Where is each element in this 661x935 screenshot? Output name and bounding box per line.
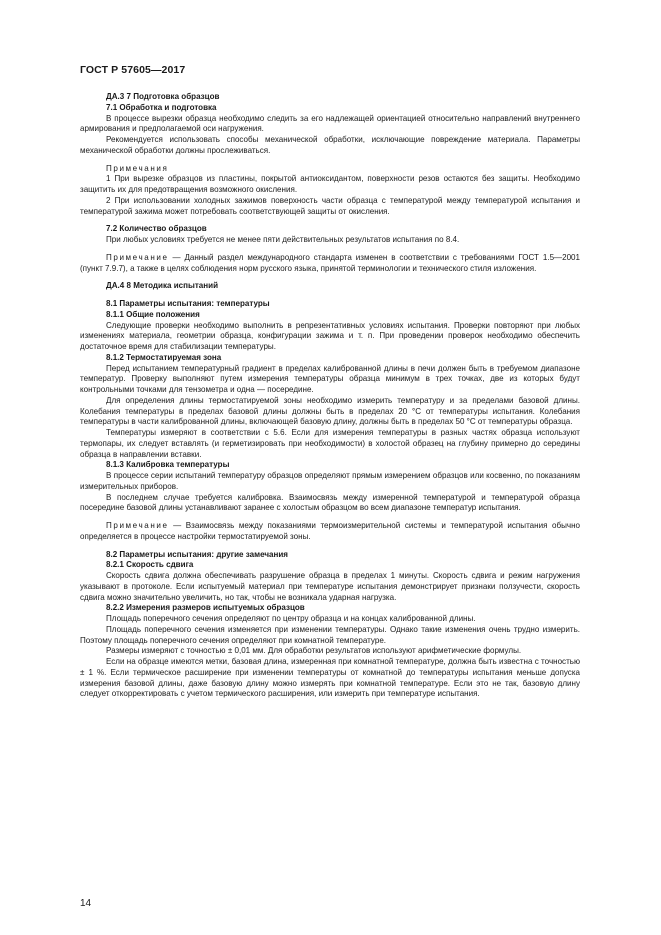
body-paragraph: В последнем случае требуется калибровка. Взаимосвязь между измеренной температурой и температурой образца посередине базовой длины устанавливают заранее с холостым образцом во всем диапазоне температур испытания. (80, 492, 580, 513)
note-text: — Данный раздел международного стандарта изменен в соответствии с требованиями ГОСТ 1.5—2001 (пункт 7.9.7), а также в целях соблюдения норм русского языка, принятой терминологии и технического стиля изложения. (80, 252, 580, 273)
body-paragraph: Рекомендуется использовать способы механической обработки, исключающие повреждение материала. Параметры механической обработки должны прослеживаться. (80, 135, 580, 155)
body-paragraph: Размеры измеряют с точностью ± 0,01 мм. Для обработки результатов используют арифметические формулы. (106, 646, 522, 656)
section-heading: 8.2.2 Измерения размеров испытуемых образцов (106, 603, 305, 613)
note-text: — Взаимосвязь между показаниями термоизмерительной системы и температурой испытания обычно определяется в процессе настройки термостатируемой зоны. (80, 521, 580, 541)
spacer (80, 217, 580, 224)
document-body (80, 92, 580, 700)
spacer (80, 292, 580, 299)
body-paragraph: Площадь поперечного сечения изменяется при изменении температуры. Однако такие изменения очень трудно измерить. Поэтому площадь поперечного сечения определяют при комнатной температуре. (80, 624, 580, 645)
section-heading: 8.2.1 Скорость сдвига (106, 560, 194, 570)
section-heading: 8.2 Параметры испытания: другие замечания (106, 549, 288, 559)
spacer (80, 514, 580, 521)
note-label: Примечание (106, 521, 169, 530)
spacer (80, 246, 580, 253)
section-heading: 7.2 Количество образцов (106, 224, 207, 234)
note-paragraph (80, 164, 580, 175)
note-label: Примечание (106, 252, 169, 262)
note-paragraph (80, 521, 580, 543)
body-paragraph: При любых условиях требуется не менее пяти действительных результатов испытания по 8.4. (106, 235, 460, 244)
section-heading: 8.1.3 Калибровка температуры (106, 460, 230, 470)
section-heading: ДА.4 8 Методика испытаний (106, 281, 219, 291)
body-paragraph: Если на образце имеются метки, базовая длина, измеренная при комнатной температуре, должна быть известна с точностью ± 1 %. Если термическое расширение при изменении температуры от комнатной до температуры испытания меньше допуска измерения базовой длины, даже базовую длину можно измерять при комнатной температуре. Если это не так, базовую длину следует откорректировать с учетом термического расширения, или измерить при температуре испытания. (80, 657, 580, 699)
section-heading: 7.1 Обработка и подготовка (106, 102, 217, 112)
spacer (80, 274, 580, 281)
page-number: 14 (80, 898, 92, 909)
document-code-header: ГОСТ Р 57605—2017 (80, 64, 186, 76)
body-paragraph: Скорость сдвига должна обеспечивать разрушение образца в пределах 1 минуты. Скорость сдвига и режим нагружения указывают в протоколе. Если испытуемый материал при температуре испытания демонстрирует признаки ползучести, скорость сдвига можно значительно увеличить, но так, чтобы не возникала ударная нагрузка. (80, 571, 580, 602)
body-paragraph: В процессе вырезки образца необходимо следить за его надлежащей ориентацией относительно направлений внутреннего армирования и предполагаемой оси нагружения. (80, 113, 580, 134)
body-paragraph: Площадь поперечного сечения определяют по центру образца и на концах калиброванной длины. (106, 614, 476, 623)
section-heading: ДА.3 7 Подготовка образцов (106, 92, 220, 101)
body-paragraph: В процессе серии испытаний температуру образцов определяют прямым измерением образцов или косвенно, по показаниям измерительных приборов. (80, 471, 580, 491)
note-label: Примечания (106, 163, 169, 173)
body-paragraph: Температуры измеряют в соответствии с 5.6. Если для измерения температуры в разных частях образца используют термопары, их следует вставлять (и герметизировать при необходимости) в холостой образец на глубину примерно до середины образца в направлении вставки. (80, 428, 580, 459)
body-paragraph: Для определения длины термостатируемой зоны необходимо измерить температуру и за пределами базовой длины. Колебания температуры в пределах базовой длины должны быть в пределах 20 °С от температуры испытания. Колебания температуры в части калиброванной длины, включающей базовую длину, должны быть в пределах 50 °С от температуры образца. (80, 395, 580, 427)
section-heading: 8.1 Параметры испытания: температуры (106, 299, 270, 308)
note-paragraph (80, 253, 580, 275)
body-paragraph: 2 При использовании холодных зажимов поверхность части образца с температурой между температурой испытания и температурой зажима может потребовать соответствующей защиты от окисления. (80, 195, 580, 216)
body-paragraph: 1 При вырезке образцов из пластины, покрытой антиоксидантом, поверхности резов остаются без защиты. Необходимо защитить их для предотвращения возможного окисления. (80, 174, 580, 194)
section-heading: 8.1.1 Общие положения (106, 309, 200, 319)
spacer (80, 157, 580, 164)
body-paragraph: Следующие проверки необходимо выполнить в репрезентативных условиях испытания. Проверки повторяют при любых изменениях материала, геометрии образца, конфигурации зажима и т. п. При проведении проверок необходимо обеспечить достаточное время для стабилизации температуры. (80, 320, 580, 351)
body-paragraph: Перед испытанием температурный градиент в пределах калиброванной длины в печи должен быть в требуемом диапазоне температур. Проверку выполняют путем измерения температуры образца минимум в трех точках, две из которых будут контрольными точками для тензометра и одна — посередине. (80, 363, 580, 394)
section-heading: 8.1.2 Термостатируемая зона (106, 352, 222, 362)
spacer (80, 543, 580, 550)
